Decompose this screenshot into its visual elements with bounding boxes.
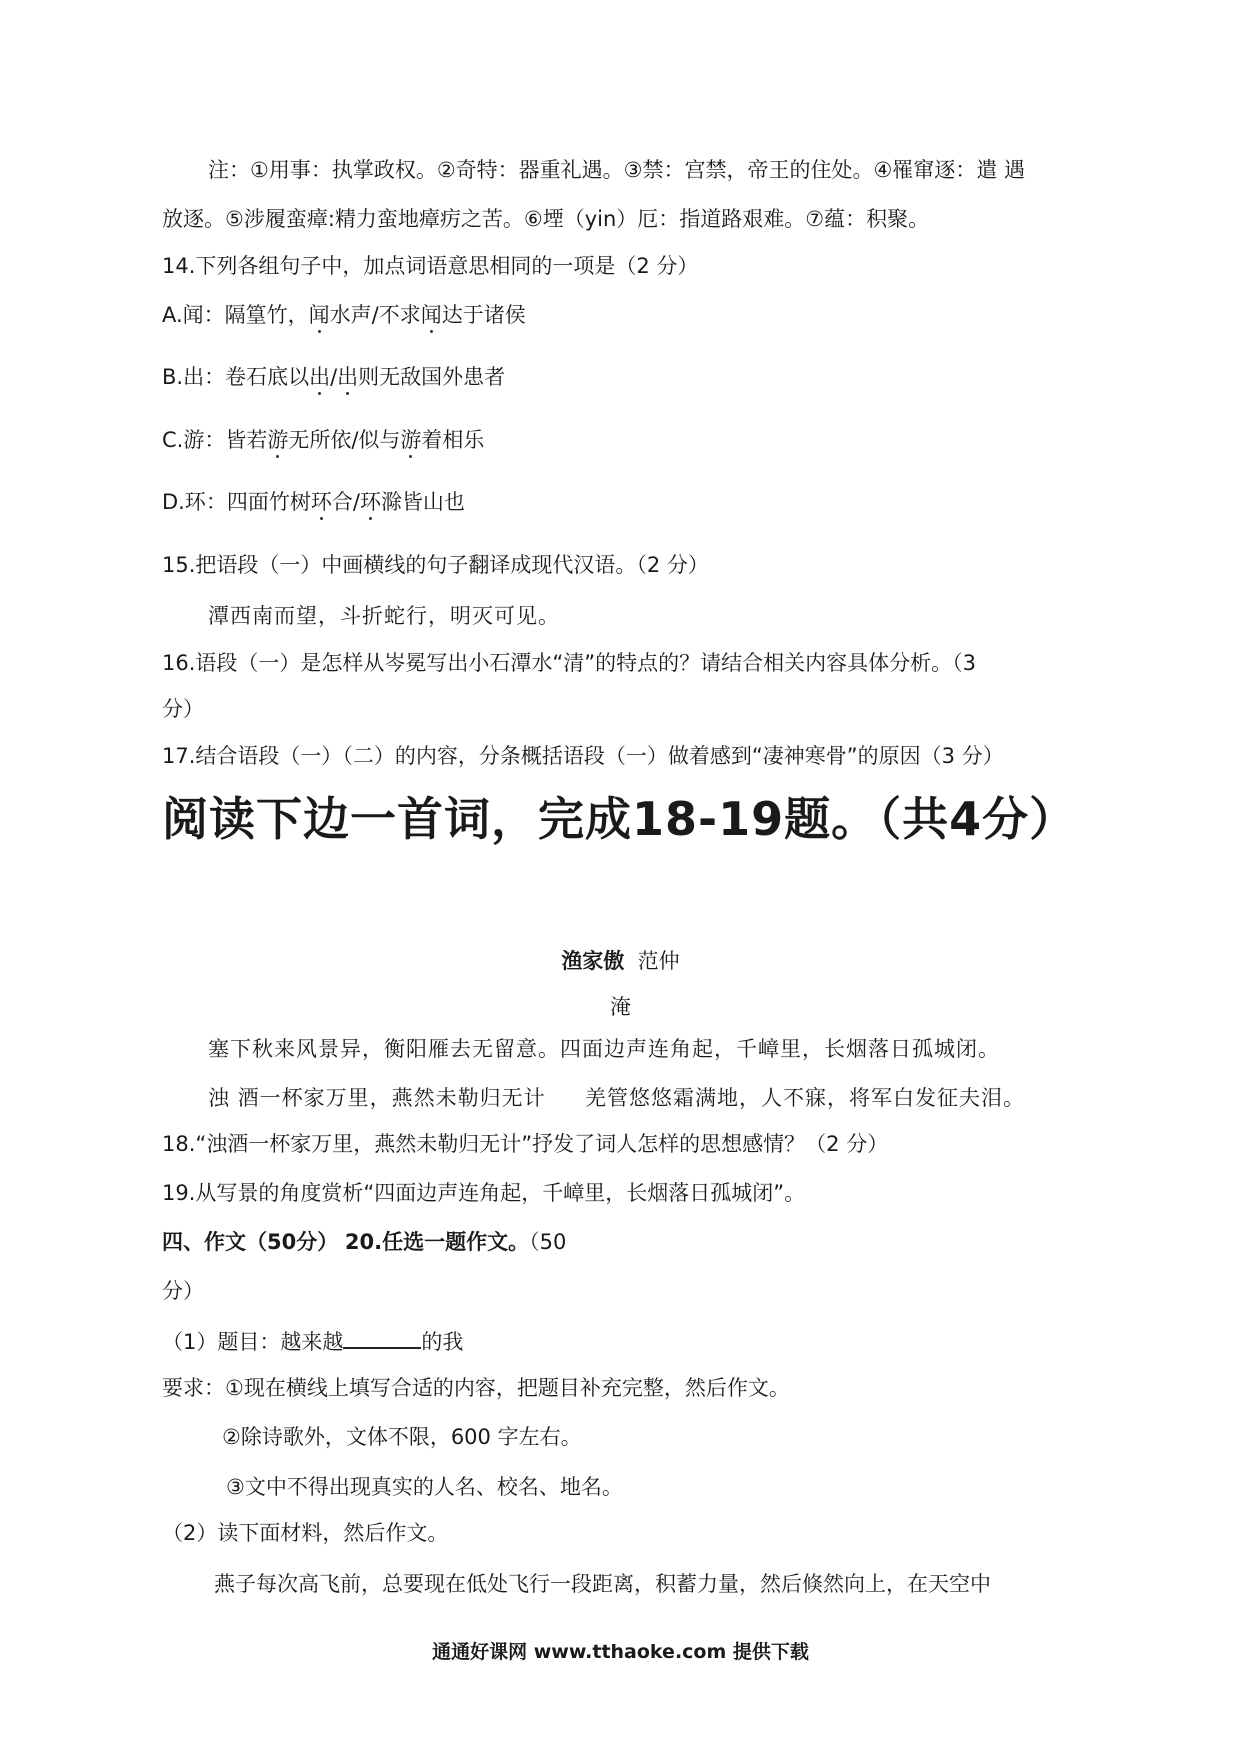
question-20-score-part-2: 分） [162, 1279, 204, 1303]
option-a-suffix: 达于诸侯 [441, 303, 526, 327]
option-c-dotted-word-1: 游 [267, 428, 289, 452]
option-b-dotted-word-2: 出 [337, 365, 359, 389]
question-14-stem: 14.下列各组句子中，加点词语意思相同的一项是（2 分） [162, 254, 699, 278]
question-20-score-part-1: （50 [529, 1230, 567, 1254]
topic-1-requirement-3: ③文中不得出现真实的人名、校名、地名。 [226, 1475, 623, 1499]
topic-1-title-blank [343, 1327, 421, 1349]
topic-1-title-line [162, 1327, 463, 1355]
option-b-prefix: B.出：卷石底以 [162, 365, 310, 389]
question-15-sentence: 潭西南而望，斗折蛇行，明灭可见。 [208, 604, 560, 628]
question-17-stem: 17.结合语段（一）（二）的内容，分条概括语段（一）做着感到“凄神寒骨”的原因（3 分） [162, 744, 1004, 768]
poem-line-2a: 浊 酒一杯家万里，燕然未勒归无计 [208, 1086, 546, 1110]
option-c-suffix: 着相乐 [421, 428, 485, 452]
option-d-dotted-word-2: 环 [359, 490, 381, 514]
option-c-dotted-word-2: 游 [400, 428, 422, 452]
poem-title-line [0, 945, 1241, 975]
topic-1-requirement-2: ②除诗歌外，文体不限，600 字左右。 [222, 1425, 582, 1449]
poem-author-part-2: 淹 [610, 995, 631, 1019]
poem-title: 渔家傲 [561, 949, 625, 973]
question-14-option-a [162, 303, 526, 328]
question-14-option-b [162, 365, 505, 390]
question-18-stem: 18.“浊酒一杯家万里，燕然未勒归无计”抒发了词人怎样的思想感情？（2 分） [162, 1132, 889, 1156]
option-d-middle: 合/ [331, 490, 360, 514]
question-14-option-d [162, 490, 465, 515]
option-d-suffix: 滁皆山也 [380, 490, 465, 514]
topic-1-title-suffix: 的我 [421, 1330, 464, 1354]
poem-line-2b: 羌管悠悠霜满地，人不寐，将军白发征夫泪。 [585, 1086, 1025, 1110]
option-b-suffix: 则无敌国外患者 [358, 365, 506, 389]
topic-1-requirement-1: 要求：①现在横线上填写合适的内容，把题目补充完整，然后作文。 [162, 1376, 790, 1400]
option-c-prefix: C.游：皆若 [162, 428, 268, 452]
option-d-dotted-word-1: 环 [310, 490, 332, 514]
option-b-middle: / [330, 365, 338, 389]
question-20-stem: 20.任选一题作文。 [344, 1230, 530, 1254]
section-4-title: 四、作文（50分） [162, 1230, 339, 1254]
question-16-line-2: 分） [162, 697, 204, 721]
section-4-title-line [162, 1230, 566, 1255]
option-a-dotted-word-2: 闻 [420, 303, 442, 327]
page-footer: 通通好课网 www.tthaoke.com 提供下载 [432, 1641, 809, 1663]
note-line-2: 放逐。⑤涉履蛮瘴:精力蛮地瘴疠之苦。⑥堙（yin）厄：指道路艰难。⑦蕴：积聚。 [162, 207, 930, 231]
note-line-1: 注：①用事：执掌政权。②奇特：器重礼遇。③禁：宫禁，帝王的住处。④罹窜逐：遣 遇 [208, 158, 1025, 182]
question-15-stem: 15.把语段（一）中画横线的句子翻译成现代汉语。（2 分） [162, 553, 709, 577]
topic-2-material: 燕子每次高飞前，总要现在低处飞行一段距离，积蓄力量，然后倏然向上，在天空中 [214, 1572, 991, 1596]
topic-2-title: （2）读下面材料，然后作文。 [162, 1521, 449, 1545]
option-a-middle: 水声/不求 [329, 303, 421, 327]
option-a-dotted-word-1: 闻 [308, 303, 330, 327]
option-b-dotted-word-1: 出 [309, 365, 331, 389]
topic-1-title-prefix: （1）题目：越来越 [162, 1330, 344, 1354]
option-c-middle: 无所依/似与 [288, 428, 401, 452]
poem-line-1: 塞下秋来风景异，衡阳雁去无留意。四面边声连角起，千嶂里，长烟落日孤城闭。 [208, 1037, 1000, 1061]
section-heading: 阅读下边一首词，完成18-19题。（共4分） [162, 792, 1077, 846]
option-d-prefix: D.环：四面竹树 [162, 490, 311, 514]
question-16-line-1: 16.语段（一）是怎样从岑冕写出小石潭水“清”的特点的？请结合相关内容具体分析。（3 [162, 651, 977, 675]
question-14-option-c [162, 428, 484, 453]
option-a-prefix: A.闻：隔篁竹， [162, 303, 309, 327]
poem-author-part-1: 范仲 [637, 949, 680, 973]
question-19-stem: 19.从写景的角度赏析“四面边声连角起，千嶂里，长烟落日孤城闭”。 [162, 1181, 806, 1205]
